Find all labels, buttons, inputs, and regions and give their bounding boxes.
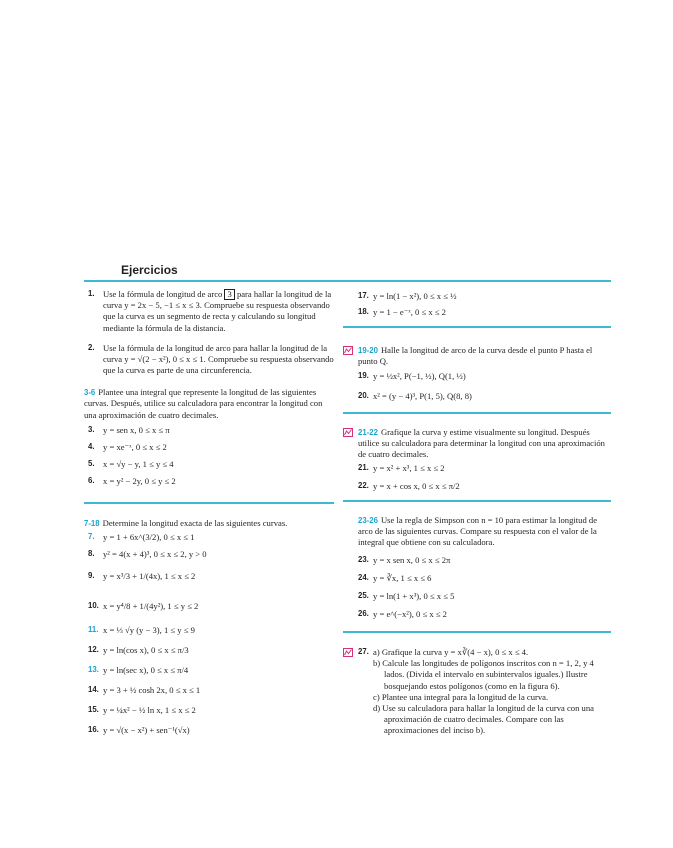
group-7-18 xyxy=(84,518,334,529)
divider xyxy=(84,502,334,504)
exercise-expr: y = ½x², P(−1, ½), Q(1, ½) xyxy=(373,371,466,382)
exercise-number: 26. xyxy=(358,608,369,618)
exercise-item xyxy=(88,425,334,436)
group-instructions: Grafique la curva y estime visualmente su longitud. Después utilice su calculadora para determinar la longitud con una aproximación de cuatro decimales. xyxy=(358,427,605,460)
exercise-item xyxy=(358,481,611,492)
exercise-item xyxy=(88,601,334,625)
exercise-item xyxy=(88,685,334,705)
exercise-expr: x = ⅓ √y (y − 3), 1 ≤ y ≤ 9 xyxy=(103,625,195,636)
exercise-expr: y = ¼x² − ½ ln x, 1 ≤ x ≤ 2 xyxy=(103,705,196,716)
right-group-23-26 xyxy=(358,515,611,620)
exercise-number: 27. xyxy=(358,647,369,656)
exercise-item xyxy=(88,571,334,601)
exercise-text: para hallar la longitud de la curva y = 2x − 5, −1 ≤ x ≤ 3. Compruebe su respuesta observando que la curva es un segmento de recta y calculando su longitud mediante la fórmula de la distancia. xyxy=(103,289,332,333)
exercise-number: 11. xyxy=(88,625,99,635)
items-21-22 xyxy=(358,463,611,492)
right-group-21-22 xyxy=(358,427,611,492)
exercise-expr: y = x² + x³, 1 ≤ x ≤ 2 xyxy=(373,462,445,473)
exercise-number: 24. xyxy=(358,572,369,582)
graphing-calculator-icon xyxy=(343,648,353,657)
group-instructions: Determine la longitud exacta de las siguientes curvas. xyxy=(102,518,288,528)
exercise-item xyxy=(88,532,334,549)
exercise-item xyxy=(88,549,334,571)
exercise-expr: y = 3 + ½ cosh 2x, 0 ≤ x ≤ 1 xyxy=(103,685,201,696)
right-group-19-20 xyxy=(358,345,611,403)
exercise-text: Use la fórmula de la longitud de arco para hallar la longitud de la curva y = √(2 − x²), 0 ≤ x ≤ 1. Compruebe su respuesta observando que la curva es parte de una circunferencia. xyxy=(103,342,334,376)
exercise-number: 25. xyxy=(358,590,369,600)
exercise-item xyxy=(358,291,611,307)
group-19-20 xyxy=(358,345,611,367)
exercise-number: 23. xyxy=(358,554,369,564)
exercise-expr: y = sen x, 0 ≤ x ≤ π xyxy=(103,424,170,435)
group-range: 3-6 xyxy=(84,388,96,398)
exercise-expr: y = x³/3 + 1/(4x), 1 ≤ x ≤ 2 xyxy=(103,571,196,582)
exercise-number: 13. xyxy=(88,665,99,675)
exercise-number: 1. xyxy=(88,289,95,298)
left-column xyxy=(84,289,334,487)
exercise-number: 14. xyxy=(88,685,99,695)
exercise-item xyxy=(88,442,334,453)
group-range: 23-26 xyxy=(358,516,378,525)
graphing-calculator-icon xyxy=(343,346,353,355)
group-21-22 xyxy=(358,427,611,461)
group-instructions: Plantee una integral que represente la longitud de las siguientes curvas. Después, utilice su calculadora para encontrar la longitud con una aproximación de cuatro decimales. xyxy=(84,387,323,420)
formula-ref-box: 3 xyxy=(224,289,234,300)
items-23-26 xyxy=(358,555,611,620)
exercise-number: 15. xyxy=(88,705,99,715)
exercise-expr: y = xe⁻ˣ, 0 ≤ x ≤ 2 xyxy=(103,441,167,452)
part-d: d) Use su calculadora para hallar la longitud de la curva con una aproximación de cuatro decimales. Compare con las aproximaciones del inciso b). xyxy=(373,702,594,736)
right-exercise-27 xyxy=(358,647,611,736)
exercise-expr: y = ln(1 + x³), 0 ≤ x ≤ 5 xyxy=(373,590,455,601)
right-column-top xyxy=(358,291,611,318)
exercise-item xyxy=(88,625,334,645)
exercise-number: 19. xyxy=(358,371,369,381)
exercise-item xyxy=(88,459,334,470)
divider xyxy=(343,412,611,414)
exercise-expr: y = x sen x, 0 ≤ x ≤ 2π xyxy=(373,554,451,565)
group-3-6 xyxy=(84,387,334,421)
divider xyxy=(343,631,611,633)
divider xyxy=(343,326,611,328)
exercise-number: 7. xyxy=(88,532,95,542)
exercise-item xyxy=(358,371,611,391)
exercise-item xyxy=(358,307,611,318)
exercise-item xyxy=(88,725,334,736)
exercise-item xyxy=(88,665,334,685)
exercise-item xyxy=(358,573,611,591)
exercise-number: 9. xyxy=(88,571,95,581)
group-instructions: Use la regla de Simpson con n = 10 para estimar la longitud de arco de las siguientes curvas. Compare su respuesta con el valor de la integral que obtiene con su calculadora. xyxy=(358,515,598,548)
exercise-number: 8. xyxy=(88,549,95,559)
exercise-number: 18. xyxy=(358,307,369,316)
exercise-number: 20. xyxy=(358,391,369,401)
exercise-1 xyxy=(88,289,334,334)
exercise-expr: y = e^(−x²), 0 ≤ x ≤ 2 xyxy=(373,608,447,619)
divider xyxy=(343,500,611,502)
exercise-item xyxy=(88,705,334,725)
items-3-6 xyxy=(88,425,334,488)
exercise-number: 17. xyxy=(358,291,369,300)
group-range: 7-18 xyxy=(84,519,100,528)
exercise-number: 4. xyxy=(88,441,95,451)
exercise-expr: y = ln(1 − x²), 0 ≤ x ≤ ½ xyxy=(373,291,457,301)
left-column-lower xyxy=(84,518,334,736)
exercise-number: 5. xyxy=(88,459,95,469)
exercise-2 xyxy=(88,343,334,377)
items-19-20 xyxy=(358,371,611,402)
exercise-expr: y = 1 + 6x^(3/2), 0 ≤ x ≤ 1 xyxy=(103,532,195,543)
exercise-item xyxy=(358,391,611,402)
exercise-number: 6. xyxy=(88,476,95,486)
exercise-item xyxy=(358,591,611,609)
items-7-18 xyxy=(88,532,334,736)
exercise-expr: y = √(x − x²) + sen⁻¹(√x) xyxy=(103,725,190,736)
exercise-number: 2. xyxy=(88,342,95,352)
exercise-item xyxy=(88,476,334,487)
exercise-number: 16. xyxy=(88,725,99,735)
exercise-expr: y = ln(cos x), 0 ≤ x ≤ π/3 xyxy=(103,645,189,656)
part-b: b) Calcule las longitudes de polígonos inscritos con n = 1, 2, y 4 lados. (Divida el intervalo en subintervalos iguales.) Ilustre bosquejando estos polígonos (como en la figura 6). xyxy=(373,658,594,691)
exercise-27 xyxy=(358,647,611,736)
exercise-item xyxy=(88,645,334,665)
exercise-number: 12. xyxy=(88,645,99,655)
exercise-text: Use la fórmula de longitud de arco xyxy=(103,289,223,299)
title-rule xyxy=(84,280,611,282)
items-17-18 xyxy=(358,291,611,318)
exercise-number: 3. xyxy=(88,424,95,434)
group-instructions: Halle la longitud de arco de la curva desde el punto P hasta el punto Q. xyxy=(358,345,593,367)
part-a: a) Grafique la curva y = x∛(4 − x), 0 ≤ x ≤ 4. xyxy=(373,647,529,657)
exercise-number: 21. xyxy=(358,462,369,472)
group-range: 19-20 xyxy=(358,346,378,355)
exercise-expr: y = x + cos x, 0 ≤ x ≤ π/2 xyxy=(373,480,460,491)
exercise-expr: x = √y − y, 1 ≤ y ≤ 4 xyxy=(103,459,174,470)
exercise-expr: y = 1 − e⁻ˣ, 0 ≤ x ≤ 2 xyxy=(373,307,446,317)
exercise-expr: x² = (y − 4)³, P(1, 5), Q(8, 8) xyxy=(373,391,472,402)
exercise-item xyxy=(358,555,611,573)
exercise-expr: y = ∛x, 1 ≤ x ≤ 6 xyxy=(373,572,432,583)
exercise-expr: y² = 4(x + 4)³, 0 ≤ x ≤ 2, y > 0 xyxy=(103,549,207,560)
exercise-item xyxy=(358,609,611,620)
exercise-number: 10. xyxy=(88,601,99,611)
exercise-expr: y = ln(sec x), 0 ≤ x ≤ π/4 xyxy=(103,665,189,676)
group-23-26 xyxy=(358,515,611,549)
group-range: 21-22 xyxy=(358,428,378,437)
graphing-calculator-icon xyxy=(343,428,353,437)
exercise-item xyxy=(358,463,611,481)
section-title: Ejercicios xyxy=(121,263,178,277)
exercise-expr: x = y² − 2y, 0 ≤ y ≤ 2 xyxy=(103,476,176,487)
part-c: c) Plantee una integral para la longitud de la curva. xyxy=(373,691,549,702)
exercise-expr: x = y⁴/8 + 1/(4y²), 1 ≤ y ≤ 2 xyxy=(103,601,199,612)
exercise-number: 22. xyxy=(358,480,369,490)
